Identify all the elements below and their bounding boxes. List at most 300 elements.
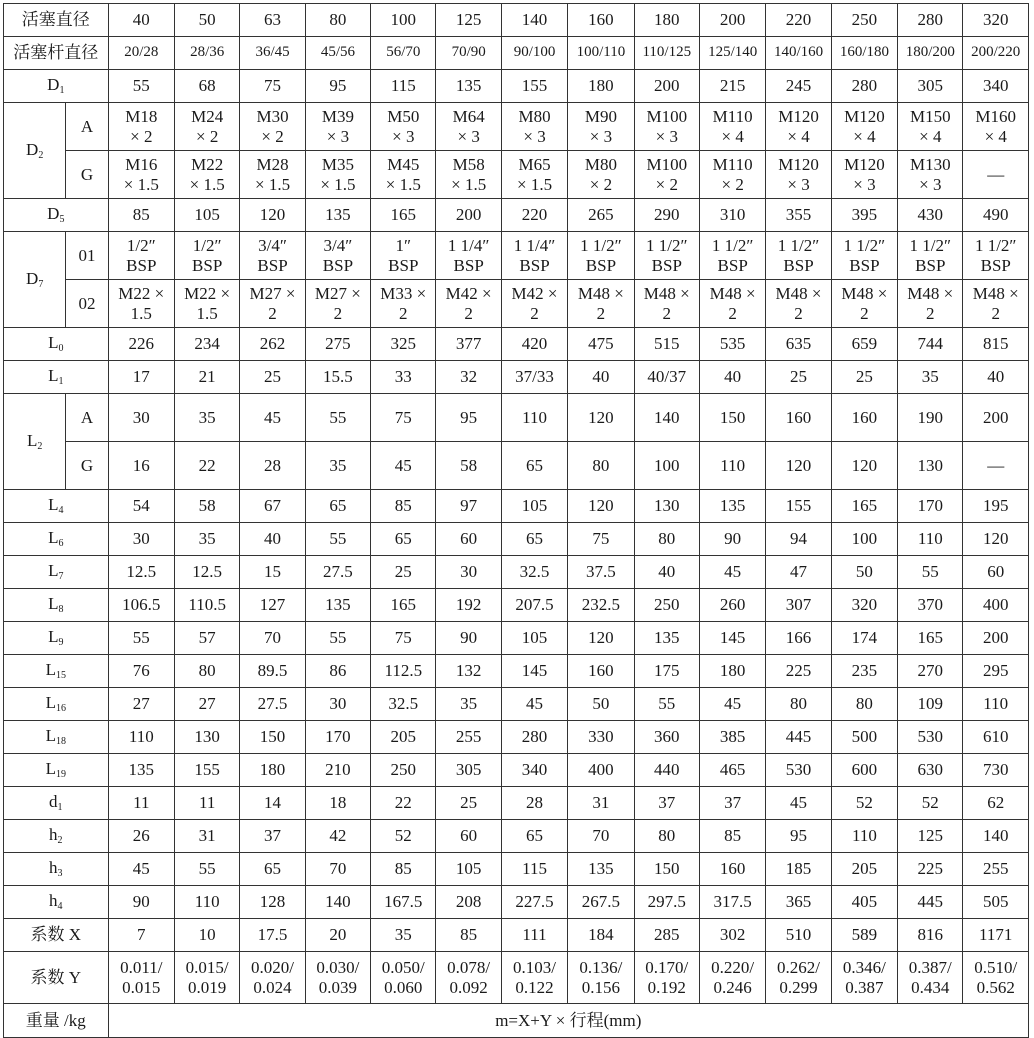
cell-line: 2 bbox=[268, 303, 277, 323]
table-cell: 106.5 bbox=[108, 589, 174, 622]
table-cell: 90 bbox=[108, 886, 174, 919]
symbol-subscript: 2 bbox=[37, 440, 43, 452]
table-cell: 57 bbox=[174, 622, 239, 655]
table-cell: 12.5 bbox=[174, 556, 239, 589]
table-cell bbox=[699, 280, 765, 328]
table-cell: 52 bbox=[371, 820, 436, 853]
table-cell: 11 bbox=[108, 787, 174, 820]
cell-line: 0.039 bbox=[318, 977, 358, 997]
cell-line: 2 bbox=[926, 303, 935, 323]
table-cell: 167.5 bbox=[371, 886, 436, 919]
table-cell: 45 bbox=[371, 442, 436, 490]
table-cell: 225 bbox=[766, 655, 831, 688]
table-cell: 135 bbox=[634, 622, 699, 655]
table-cell bbox=[436, 952, 501, 1004]
table-cell: 120 bbox=[963, 523, 1029, 556]
table-cell: 128 bbox=[240, 886, 305, 919]
rod-diameter-label: 活塞杆直径 bbox=[4, 37, 109, 70]
cell-line: M48 × bbox=[643, 283, 690, 303]
piston-diameter-cell: 140 bbox=[501, 4, 567, 37]
cell-line: M22 bbox=[191, 154, 224, 174]
table-cell: 15.5 bbox=[305, 361, 370, 394]
table-cell: 630 bbox=[898, 754, 963, 787]
table-cell: 445 bbox=[898, 886, 963, 919]
table-cell bbox=[108, 280, 174, 328]
cell-line: × 1.5 bbox=[123, 174, 159, 194]
rod-diameter-cell: 140/160 bbox=[766, 37, 831, 70]
rod-diameter-cell: 20/28 bbox=[108, 37, 174, 70]
table-cell: 42 bbox=[305, 820, 370, 853]
table-cell: 165 bbox=[831, 490, 897, 523]
table-cell: 135 bbox=[305, 199, 370, 232]
table-cell: 65 bbox=[501, 442, 567, 490]
cell-line: M48 × bbox=[709, 283, 756, 303]
table-cell: 37 bbox=[699, 787, 765, 820]
table-cell: 262 bbox=[240, 328, 305, 361]
cell-line: 2 bbox=[399, 303, 408, 323]
table-cell: 60 bbox=[963, 556, 1029, 589]
table-cell: 25 bbox=[371, 556, 436, 589]
rod-diameter-cell: 110/125 bbox=[634, 37, 699, 70]
table-cell: 58 bbox=[174, 490, 239, 523]
table-cell: 40 bbox=[240, 523, 305, 556]
symbol-subscript: 4 bbox=[57, 901, 63, 913]
cell-line: M100 bbox=[646, 106, 688, 126]
cell-line: 0.220/ bbox=[711, 957, 755, 977]
rod-diameter-cell: 90/100 bbox=[501, 37, 567, 70]
row-L4 bbox=[4, 490, 1029, 523]
variant-label: 02 bbox=[66, 280, 108, 328]
table-cell: 86 bbox=[305, 655, 370, 688]
cell-line: 0.103/ bbox=[513, 957, 557, 977]
cell-line: BSP bbox=[651, 255, 682, 275]
table-cell: 105 bbox=[436, 853, 501, 886]
table-cell: 7 bbox=[108, 919, 174, 952]
table-cell: 155 bbox=[501, 70, 567, 103]
cell-line: BSP bbox=[915, 255, 946, 275]
row-D2-G bbox=[4, 151, 1029, 199]
table-cell: 26 bbox=[108, 820, 174, 853]
symbol-subscript: 16 bbox=[55, 703, 66, 715]
cell-line: M16 bbox=[125, 154, 158, 174]
cell-line: × 3 bbox=[392, 126, 415, 146]
table-cell: 270 bbox=[898, 655, 963, 688]
cell-line: M120 bbox=[778, 106, 819, 126]
table-cell: 165 bbox=[371, 589, 436, 622]
table-cell: 235 bbox=[831, 655, 897, 688]
table-cell bbox=[963, 952, 1029, 1004]
table-cell: 85 bbox=[371, 490, 436, 523]
variant-label: 01 bbox=[66, 232, 108, 280]
symbol-subscript: 15 bbox=[55, 670, 66, 682]
row-label bbox=[4, 754, 109, 787]
table-cell: 160 bbox=[766, 394, 831, 442]
table-cell: 600 bbox=[831, 754, 897, 787]
row-L19 bbox=[4, 754, 1029, 787]
table-cell: 330 bbox=[568, 721, 634, 754]
piston-diameter-cell: 50 bbox=[174, 4, 239, 37]
table-cell: 226 bbox=[108, 328, 174, 361]
table-cell: 207.5 bbox=[501, 589, 567, 622]
row-L16 bbox=[4, 688, 1029, 721]
table-cell: 530 bbox=[898, 721, 963, 754]
table-cell: 85 bbox=[371, 853, 436, 886]
cell-line: M120 bbox=[844, 154, 885, 174]
table-cell: 730 bbox=[963, 754, 1029, 787]
table-cell bbox=[108, 232, 174, 280]
table-cell bbox=[501, 151, 567, 199]
table-cell bbox=[174, 232, 239, 280]
cell-line: M28 bbox=[256, 154, 289, 174]
table-cell: 70 bbox=[240, 622, 305, 655]
table-cell bbox=[436, 232, 501, 280]
row-label bbox=[4, 328, 109, 361]
table-cell: 816 bbox=[898, 919, 963, 952]
cell-line: × 3 bbox=[589, 126, 613, 146]
table-cell: 40 bbox=[963, 361, 1029, 394]
table-cell: 184 bbox=[568, 919, 634, 952]
row-L18 bbox=[4, 721, 1029, 754]
table-cell: 280 bbox=[831, 70, 897, 103]
table-cell: 111 bbox=[501, 919, 567, 952]
table-cell: 200 bbox=[634, 70, 699, 103]
table-cell: 208 bbox=[436, 886, 501, 919]
row-label bbox=[4, 394, 66, 490]
row-L7 bbox=[4, 556, 1029, 589]
variant-label: A bbox=[66, 394, 108, 442]
table-cell: 27.5 bbox=[240, 688, 305, 721]
row-L0 bbox=[4, 328, 1029, 361]
table-cell: 210 bbox=[305, 754, 370, 787]
table-cell: 89.5 bbox=[240, 655, 305, 688]
table-cell: 25 bbox=[240, 361, 305, 394]
row-D5 bbox=[4, 199, 1029, 232]
table-cell: 75 bbox=[568, 523, 634, 556]
table-cell: 305 bbox=[436, 754, 501, 787]
table-cell: 355 bbox=[766, 199, 831, 232]
rod-diameter-cell: 56/70 bbox=[371, 37, 436, 70]
table-cell: 180 bbox=[568, 70, 634, 103]
table-cell: 85 bbox=[699, 820, 765, 853]
table-cell bbox=[371, 952, 436, 1004]
cell-line: 2 bbox=[464, 303, 473, 323]
table-cell: 28 bbox=[501, 787, 567, 820]
table-cell: 225 bbox=[898, 853, 963, 886]
table-cell: 155 bbox=[766, 490, 831, 523]
cell-line: BSP bbox=[849, 255, 880, 275]
cell-line: M160 bbox=[975, 106, 1017, 126]
table-cell bbox=[963, 151, 1029, 199]
table-cell: 47 bbox=[766, 556, 831, 589]
table-cell bbox=[766, 232, 831, 280]
table-cell: 140 bbox=[634, 394, 699, 442]
cell-line: 1.5 bbox=[130, 303, 152, 323]
table-cell: 150 bbox=[240, 721, 305, 754]
table-cell: 165 bbox=[371, 199, 436, 232]
cell-line: 1 1/2″ bbox=[909, 235, 952, 255]
table-cell: 317.5 bbox=[699, 886, 765, 919]
symbol-subscript: 3 bbox=[57, 868, 63, 880]
table-cell: 40 bbox=[634, 556, 699, 589]
cell-line: M120 bbox=[778, 154, 819, 174]
table-cell: 635 bbox=[766, 328, 831, 361]
table-cell: 135 bbox=[305, 589, 370, 622]
cell-line: 1″ bbox=[395, 235, 412, 255]
table-cell: 52 bbox=[898, 787, 963, 820]
table-cell: 232.5 bbox=[568, 589, 634, 622]
table-cell: 140 bbox=[963, 820, 1029, 853]
table-cell: 475 bbox=[568, 328, 634, 361]
cell-line: BSP bbox=[126, 255, 157, 275]
cell-line: × 4 bbox=[721, 126, 744, 146]
table-cell: 265 bbox=[568, 199, 634, 232]
cell-line: — bbox=[987, 164, 1005, 184]
table-cell bbox=[766, 952, 831, 1004]
table-cell: 97 bbox=[436, 490, 501, 523]
table-cell: 445 bbox=[766, 721, 831, 754]
table-cell: 132 bbox=[436, 655, 501, 688]
cell-line: BSP bbox=[257, 255, 288, 275]
cell-line: BSP bbox=[783, 255, 814, 275]
table-cell: 60 bbox=[436, 523, 501, 556]
rod-diameter-row bbox=[4, 37, 1029, 70]
cell-line: 3/4″ bbox=[258, 235, 287, 255]
table-cell bbox=[240, 280, 305, 328]
table-cell: 127 bbox=[240, 589, 305, 622]
table-cell bbox=[436, 280, 501, 328]
row-label bbox=[4, 490, 109, 523]
table-cell: 30 bbox=[108, 523, 174, 556]
table-cell bbox=[501, 280, 567, 328]
cell-line: BSP bbox=[980, 255, 1011, 275]
table-cell: 65 bbox=[501, 820, 567, 853]
table-cell: 170 bbox=[898, 490, 963, 523]
table-cell: 16 bbox=[108, 442, 174, 490]
table-cell: 105 bbox=[174, 199, 239, 232]
table-cell: 440 bbox=[634, 754, 699, 787]
table-cell: 302 bbox=[699, 919, 765, 952]
cell-line: 1 1/2″ bbox=[777, 235, 820, 255]
table-cell: 610 bbox=[963, 721, 1029, 754]
cell-line: 0.122 bbox=[515, 977, 554, 997]
row-label bbox=[4, 853, 109, 886]
row-L15 bbox=[4, 655, 1029, 688]
cell-line: × 3 bbox=[523, 126, 546, 146]
cell-line: 0.024 bbox=[253, 977, 292, 997]
table-cell bbox=[305, 151, 370, 199]
piston-diameter-cell: 250 bbox=[831, 4, 897, 37]
cell-line: M48 × bbox=[841, 283, 888, 303]
table-cell: 65 bbox=[240, 853, 305, 886]
cell-line: × 2 bbox=[589, 174, 613, 194]
cell-line: × 3 bbox=[853, 174, 876, 194]
cell-line: M39 bbox=[321, 106, 354, 126]
table-cell: 18 bbox=[305, 787, 370, 820]
cell-line: × 3 bbox=[655, 126, 678, 146]
table-cell bbox=[699, 103, 765, 151]
table-cell: 45 bbox=[108, 853, 174, 886]
table-cell: 40 bbox=[699, 361, 765, 394]
table-cell: 165 bbox=[898, 622, 963, 655]
symbol-letter: h bbox=[49, 891, 58, 911]
table-cell: 120 bbox=[568, 394, 634, 442]
cell-line: 0.050/ bbox=[381, 957, 425, 977]
row-L6 bbox=[4, 523, 1029, 556]
rod-diameter-cell: 180/200 bbox=[898, 37, 963, 70]
table-cell: 17 bbox=[108, 361, 174, 394]
cell-line: 2 bbox=[530, 303, 539, 323]
table-cell: 400 bbox=[568, 754, 634, 787]
rod-diameter-cell: 45/56 bbox=[305, 37, 370, 70]
row-D7-01 bbox=[4, 232, 1029, 280]
cell-line: 0.262/ bbox=[777, 957, 821, 977]
weight-label: 重量 /kg bbox=[4, 1004, 109, 1038]
table-cell: 505 bbox=[963, 886, 1029, 919]
row-label bbox=[4, 787, 109, 820]
table-cell bbox=[371, 103, 436, 151]
symbol-letter: D bbox=[26, 268, 39, 288]
cell-line: 0.015/ bbox=[185, 957, 229, 977]
table-cell: 285 bbox=[634, 919, 699, 952]
row-label bbox=[4, 523, 109, 556]
weight-row bbox=[4, 1004, 1029, 1038]
row-d1 bbox=[4, 787, 1029, 820]
table-cell: 160 bbox=[699, 853, 765, 886]
row-h4 bbox=[4, 886, 1029, 919]
symbol-letter: D bbox=[26, 139, 39, 159]
cell-line: 0.011/ bbox=[120, 957, 163, 977]
weight-formula: m=X+Y × 行程(mm) bbox=[108, 1004, 1028, 1038]
table-cell: 175 bbox=[634, 655, 699, 688]
table-cell bbox=[501, 952, 567, 1004]
cell-line: × 3 bbox=[787, 174, 810, 194]
table-cell: 190 bbox=[898, 394, 963, 442]
table-cell: 35 bbox=[371, 919, 436, 952]
cell-line: × 2 bbox=[261, 126, 284, 146]
row-label bbox=[4, 688, 109, 721]
rod-diameter-cell: 200/220 bbox=[963, 37, 1029, 70]
table-cell: 185 bbox=[766, 853, 831, 886]
cell-line: M18 bbox=[125, 106, 158, 126]
table-cell: 35 bbox=[305, 442, 370, 490]
dimension-table bbox=[3, 3, 1029, 1038]
variant-label: A bbox=[66, 103, 108, 151]
cell-line: × 2 bbox=[655, 174, 678, 194]
table-cell: 110.5 bbox=[174, 589, 239, 622]
row-label bbox=[4, 886, 109, 919]
table-cell: 120 bbox=[766, 442, 831, 490]
piston-diameter-cell: 220 bbox=[766, 4, 831, 37]
table-cell: 320 bbox=[831, 589, 897, 622]
table-cell: 58 bbox=[436, 442, 501, 490]
cell-line: 0.170/ bbox=[645, 957, 689, 977]
table-cell: 234 bbox=[174, 328, 239, 361]
table-cell bbox=[699, 232, 765, 280]
row-label bbox=[4, 103, 66, 199]
cell-line: × 1.5 bbox=[451, 174, 487, 194]
symbol-subscript: 1 bbox=[59, 85, 65, 97]
table-cell: 400 bbox=[963, 589, 1029, 622]
cell-line: 1 1/2″ bbox=[974, 235, 1017, 255]
cell-line: × 4 bbox=[853, 126, 876, 146]
table-cell bbox=[766, 280, 831, 328]
row-label: 系数 Y bbox=[30, 967, 82, 987]
table-cell: 80 bbox=[766, 688, 831, 721]
table-cell bbox=[568, 151, 634, 199]
symbol-subscript: 0 bbox=[58, 343, 64, 355]
cell-line: M64 bbox=[452, 106, 485, 126]
table-cell bbox=[305, 232, 370, 280]
table-cell: 22 bbox=[371, 787, 436, 820]
cell-line: 1 1/2″ bbox=[580, 235, 622, 255]
cell-line: M33 × bbox=[380, 283, 427, 303]
cell-line: 1.5 bbox=[196, 303, 218, 323]
table-cell: 510 bbox=[766, 919, 831, 952]
row-label bbox=[4, 556, 109, 589]
table-cell: 305 bbox=[898, 70, 963, 103]
table-cell: 250 bbox=[634, 589, 699, 622]
cell-line: × 1.5 bbox=[254, 174, 291, 194]
table-cell: 267.5 bbox=[568, 886, 634, 919]
cell-line: M48 × bbox=[907, 283, 954, 303]
piston-diameter-cell: 80 bbox=[305, 4, 370, 37]
table-cell bbox=[634, 952, 699, 1004]
row-label bbox=[4, 952, 109, 1004]
table-cell bbox=[568, 280, 634, 328]
table-cell bbox=[371, 151, 436, 199]
table-cell: 37.5 bbox=[568, 556, 634, 589]
table-cell bbox=[436, 151, 501, 199]
table-cell: 35 bbox=[174, 523, 239, 556]
cell-line: 1/2″ bbox=[192, 235, 222, 255]
table-cell: 55 bbox=[108, 70, 174, 103]
table-cell bbox=[634, 232, 699, 280]
row-h3 bbox=[4, 853, 1029, 886]
cell-line: 0.092 bbox=[449, 977, 488, 997]
cell-line: 0.246 bbox=[713, 977, 752, 997]
table-cell: 180 bbox=[240, 754, 305, 787]
symbol-letter: L bbox=[26, 430, 38, 450]
cell-line: M35 bbox=[321, 154, 354, 174]
table-cell: 530 bbox=[766, 754, 831, 787]
table-cell: 150 bbox=[634, 853, 699, 886]
table-cell: 130 bbox=[174, 721, 239, 754]
table-cell: 40 bbox=[568, 361, 634, 394]
symbol-letter: D bbox=[47, 204, 60, 224]
rod-diameter-cell: 70/90 bbox=[436, 37, 501, 70]
symbol-subscript: 6 bbox=[58, 538, 64, 550]
cell-line: 0.510/ bbox=[974, 957, 1018, 977]
symbol-letter: L bbox=[48, 333, 59, 353]
table-cell: 90 bbox=[436, 622, 501, 655]
row-label bbox=[4, 721, 109, 754]
symbol-letter: L bbox=[48, 528, 59, 548]
table-cell: 110 bbox=[699, 442, 765, 490]
cell-line: × 1.5 bbox=[320, 174, 356, 194]
cell-line: 2 bbox=[991, 303, 1000, 323]
table-cell: 65 bbox=[371, 523, 436, 556]
cell-line: M30 bbox=[256, 106, 289, 126]
cell-line: M80 bbox=[584, 154, 617, 174]
table-cell bbox=[568, 232, 634, 280]
cell-line: BSP bbox=[192, 255, 223, 275]
row-D2-A bbox=[4, 103, 1029, 151]
piston-diameter-cell: 40 bbox=[108, 4, 174, 37]
symbol-subscript: 7 bbox=[58, 571, 64, 583]
row-label: 系数 X bbox=[30, 925, 82, 945]
table-cell: 25 bbox=[436, 787, 501, 820]
table-cell: 55 bbox=[634, 688, 699, 721]
